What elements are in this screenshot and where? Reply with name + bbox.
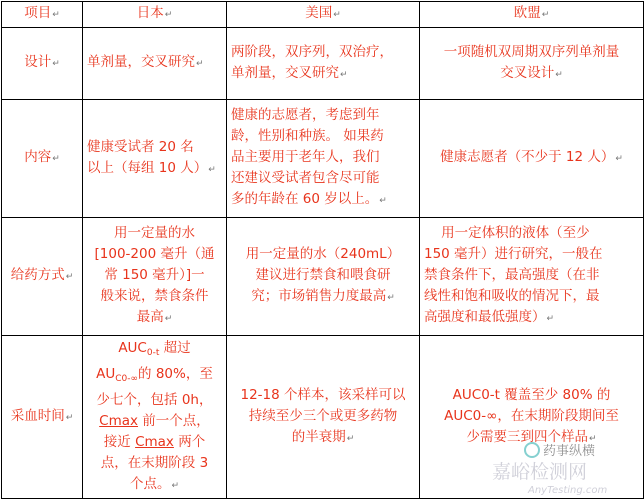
cell-eu-design: 一项随机双周期双序列单剂量 交叉设计↵ [420, 28, 644, 100]
cell-japan-content: 健康受试者 20 名 以上（每组 10 人）↵ [83, 100, 227, 218]
cell-usa-content: 健康的志愿者，考虑到年 龄，性别和种族。 如果药 品主要用于老年人，我们 还建议受试者包含尽可能 多的年龄在 60 岁以上。↵ [227, 100, 420, 218]
header-usa: 美国↵ [227, 2, 420, 28]
cell-japan-design: 单剂量，交叉研究↵ [83, 28, 227, 100]
cell-eu-content: 健康志愿者（不少于 12 人）↵ [420, 100, 644, 218]
row-label-design: 设计↵ [2, 28, 83, 100]
header-row [2, 2, 644, 28]
cell-japan-dosing: 用一定量的水 [100-200 毫升（通 常 150 毫升）]一 般来说，禁食条件 最高↵ [83, 218, 227, 336]
comparison-table [1, 1, 644, 499]
table-row-sampling [2, 336, 644, 499]
watermark-brand: 药事纵横 [543, 444, 596, 459]
watermark-site-en: AnyTesting.com [528, 485, 608, 496]
cell-usa-dosing: 用一定量的水（240mL） 建议进行禁食和喂食研 究；市场销售力度最高↵ [227, 218, 420, 336]
cell-eu-dosing: 用一定体积的液体（至少 150 毫升）进行研究，一般在 禁食条件下，最高强度（在非 线性和饱和吸收的情况下，最 高强度和最低强度）↵ [420, 218, 644, 336]
cell-eu-sampling: AUC0-t 覆盖至少 80% 的 AUC0-∞，在末期阶段期间至 少需要三到四个样品↵ [420, 336, 644, 499]
cell-japan-sampling: $AUC_{0-t}$ 超过 $AU_{C0-\infty}$的 80%，至 少七个，包括 0h， Cmax 前一个点， 接近 Cmax 两个 点，在末期阶段 3 个点。↵ [83, 336, 227, 499]
table-row-content [2, 100, 644, 218]
cell-usa-design: 两阶段，双序列，双治疗， 单剂量，交叉研究↵ [227, 28, 420, 100]
header-eu: 欧盟↵ [420, 2, 644, 28]
table-row-dosing [2, 218, 644, 336]
header-item: 项目↵ [2, 2, 83, 28]
row-label-sampling: 采血时间↵ [2, 336, 83, 499]
header-japan: 日本↵ [83, 2, 227, 28]
cell-usa-sampling: 12-18 个样本，该采样可以 持续至少三个或更多药物 的半衰期↵ [227, 336, 420, 499]
table-row-design [2, 28, 644, 100]
row-label-content: 内容↵ [2, 100, 83, 218]
watermark-site-cn: 嘉峪检测网 [492, 461, 588, 483]
row-label-dosing: 给药方式↵ [2, 218, 83, 336]
